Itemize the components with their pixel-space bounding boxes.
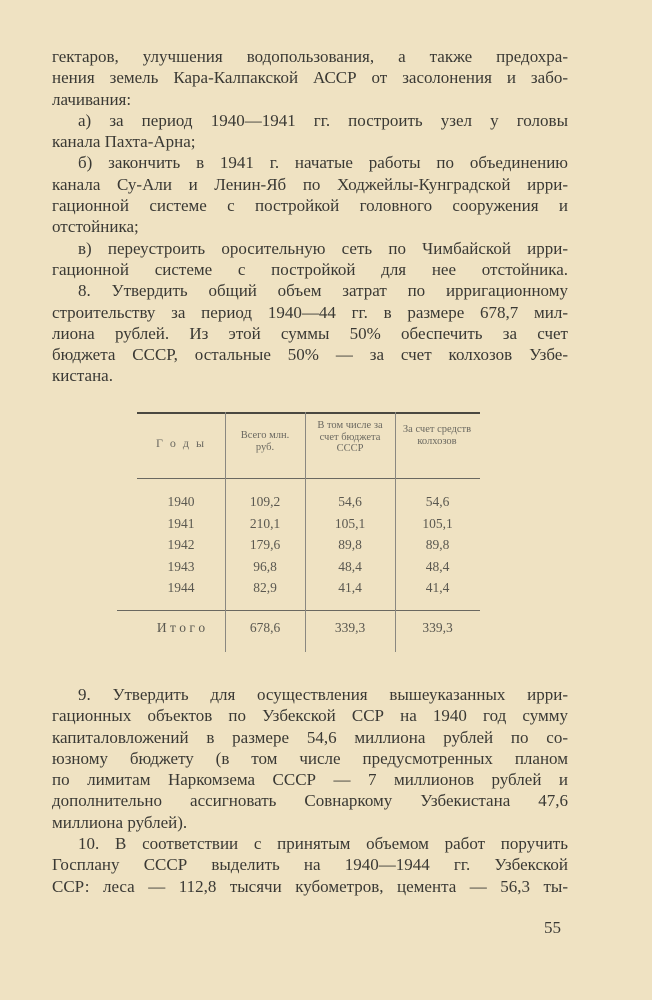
total-label: И т о г о — [156, 620, 206, 635]
row-year: 1940 — [167, 494, 195, 509]
table-cell: 41,4 — [425, 580, 450, 595]
table-cell: 105,1 — [422, 515, 453, 531]
text-line: б) закончить в 1941 г. начатые работы по объединению — [78, 153, 568, 173]
table-cell: 210,1 — [249, 515, 281, 531]
text-line: дополнительно ассигновать Совнаркому Узбекистана 47,6 — [52, 791, 568, 811]
text-line: юзному бюджету (в том числе предусмотренных планом — [52, 748, 568, 768]
text-line: лачивания: — [52, 89, 132, 109]
text-line: канала Пахта-Арна; — [52, 132, 196, 152]
table-total-rule — [117, 610, 480, 611]
row-year: 1942 — [167, 537, 195, 552]
row-year: 1943 — [167, 558, 195, 574]
table-cell: 109,2 — [249, 494, 281, 509]
header-years: Г о д ы — [155, 436, 207, 450]
table-cell: 179,6 — [249, 537, 281, 552]
header-budget: В том числе за счет бюджета СССР — [317, 420, 383, 454]
text-line: а) за период 1940—1941 гг. построить узел у головы — [78, 110, 568, 130]
text-block-top — [52, 46, 568, 387]
column-divider — [395, 412, 396, 652]
text-line: по лимитам Наркомзема СССР — 7 миллионов рублей и — [52, 770, 568, 790]
table-cell: 41,4 — [338, 580, 362, 595]
total-cell: 339,3 — [422, 620, 453, 635]
table-header-rule — [137, 478, 480, 479]
table-cell: 96,8 — [253, 558, 277, 574]
text-block-bottom — [52, 684, 568, 897]
text-line: гационных объектов по Узбекской ССР на 1940 год сумму — [52, 706, 568, 726]
text-line: 10. В соответствии с принятым объемом работ поручить — [78, 834, 568, 854]
text-line: 8. Утвердить общий объем затрат по ирригационному — [78, 281, 568, 301]
text-line: Госплану СССР выделить на 1940—1944 гг. Узбекской — [52, 855, 568, 875]
table-cell: 89,8 — [338, 537, 362, 552]
table-cell: 48,4 — [425, 558, 450, 574]
header-total: Всего млн. руб. — [240, 430, 290, 453]
column-divider — [305, 412, 306, 652]
budget-table — [137, 412, 480, 652]
row-year: 1941 — [167, 515, 195, 531]
text-line: ССР: леса — 112,8 тысячи кубометров, цемента — 56,3 ты- — [52, 876, 568, 896]
table-cell: 54,6 — [338, 494, 362, 509]
text-line: 9. Утвердить для осуществления вышеуказанных ирри- — [78, 685, 568, 704]
total-cell: 339,3 — [334, 620, 366, 635]
text-line: гектаров, улучшения водопользования, а также предохра- — [52, 47, 568, 66]
text-line: строительству за период 1940—44 гг. в размере 678,7 мил- — [52, 302, 568, 322]
header-kolkhoz: За счет средств колхозов — [402, 424, 472, 447]
text-line: в) переустроить оросительную сеть по Чимбайской ирри- — [78, 238, 568, 258]
text-line: бюджета СССР, остальные 50% — за счет колхозов Узбе- — [52, 345, 568, 365]
row-year: 1944 — [167, 580, 195, 595]
table-cell: 48,4 — [338, 558, 362, 574]
text-line: нения земель Кара-Калпакской АССР от засолонения и забо- — [52, 68, 568, 88]
column-divider — [225, 412, 226, 652]
text-line: капиталовложений в размере 54,6 миллиона рублей по со- — [52, 727, 568, 747]
table-cell: 82,9 — [253, 580, 277, 595]
table-cell: 89,8 — [425, 537, 450, 552]
text-line: гационной системе с постройкой головного сооружения и — [52, 196, 568, 216]
text-line: миллиона рублей). — [52, 812, 188, 832]
text-line: отстойника; — [52, 217, 139, 237]
page-number: 55 — [544, 918, 561, 937]
text-line: кистана. — [52, 366, 113, 386]
table-cell: 105,1 — [334, 515, 366, 531]
total-cell: 678,6 — [249, 620, 281, 635]
table-top-rule — [137, 412, 480, 414]
text-line: гационной системе с постройкой для нее отстойника. — [52, 259, 568, 279]
text-line: лиона рублей. Из этой суммы 50% обеспечить за счет — [52, 323, 568, 343]
table-cell: 54,6 — [425, 494, 450, 509]
text-line: канала Су-Али и Ленин-Яб по Ходжейлы-Кунградской ирри- — [52, 174, 568, 194]
